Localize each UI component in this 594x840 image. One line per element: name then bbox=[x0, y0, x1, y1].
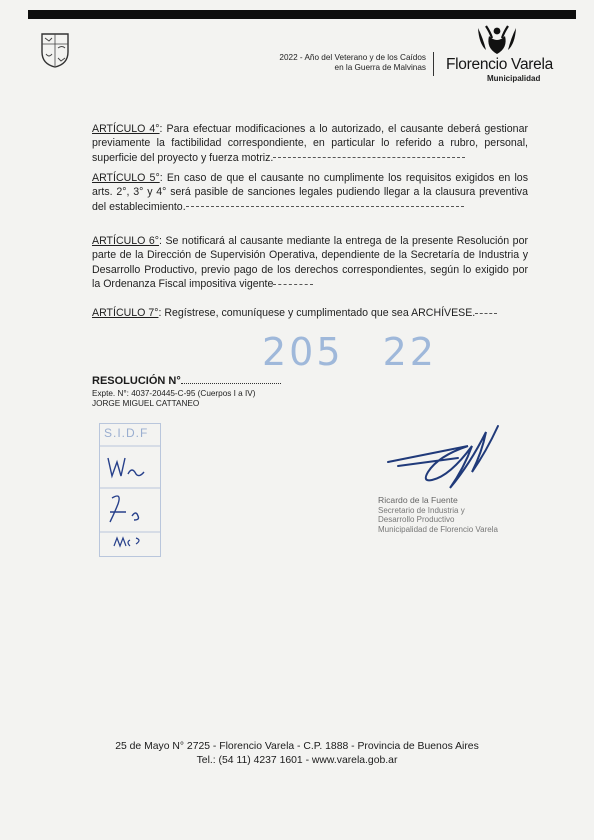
resolution-label-text: RESOLUCIÓN N° bbox=[92, 375, 181, 387]
page-footer bbox=[40, 740, 554, 767]
year-motto-line2: en la Guerra de Malvinas bbox=[334, 63, 426, 72]
article-text: : En caso de que el causante no cumplimente los requisitos exigidos en los arts. 2°, 3° y 4° será pasible de sanciones legales pudiendo llegar a la clausura preventiva del establecimiento. bbox=[92, 172, 528, 213]
case-person-name: JORGE MIGUEL CATTANEO bbox=[92, 399, 200, 408]
resolution-label bbox=[92, 374, 281, 387]
signatory-block bbox=[378, 496, 518, 534]
article-label: ARTÍCULO 5° bbox=[92, 172, 160, 184]
logo-subtitle: Municipalidad bbox=[487, 74, 541, 83]
dash-fill bbox=[273, 157, 465, 158]
dash-fill bbox=[273, 284, 313, 285]
logo-name: Florencio Varela bbox=[446, 56, 553, 73]
footer-address: 25 de Mayo N° 2725 - Florencio Varela - C.P. 1888 - Provincia de Buenos Aires bbox=[115, 741, 479, 752]
article-text: : Para efectuar modificaciones a lo autorizado, el causante deberá gestionar previamente la factibilidad correspondiente, en particular lo referido a rubro, personal, superficie del proyecto y fuerza motriz. bbox=[92, 123, 528, 164]
resolution-number-stamp bbox=[262, 330, 437, 374]
stamp-number-part2: 22 bbox=[382, 330, 437, 374]
article-label: ARTÍCULO 6° bbox=[92, 235, 160, 247]
coat-of-arms-icon bbox=[40, 32, 70, 68]
footer-contact: Tel.: (54 11) 4237 1601 - www.varela.gob.ar bbox=[196, 754, 398, 766]
top-scan-bar bbox=[28, 10, 576, 19]
sidf-stamp bbox=[99, 423, 161, 557]
resolution-dots bbox=[181, 374, 281, 384]
signatory-role-1: Secretario de Industria y bbox=[378, 505, 465, 515]
article-text: : Se notificará al causante mediante la entrega de la presente Resolución por parte de la Dirección de Supervisión Operativa, dependiente de la Secretaría de Industria y Desarrollo Productivo, previo pago de los derechos correspondientes, según lo exigido por la Ordenanza Fiscal impositiva vigente bbox=[92, 235, 528, 290]
municipal-logo-icon bbox=[474, 24, 520, 56]
article-4 bbox=[92, 122, 528, 165]
signatory-org: Municipalidad de Florencio Varela bbox=[378, 524, 498, 534]
signatory-role-2: Desarrollo Productivo bbox=[378, 515, 455, 525]
signature-scribble-icon bbox=[380, 418, 530, 498]
case-reference bbox=[92, 389, 255, 409]
case-file-number: Expte. N°: 4037-20445-C-95 (Cuerpos I a IV) bbox=[92, 389, 256, 398]
sidf-initials-icon bbox=[100, 424, 160, 556]
dash-fill bbox=[475, 313, 497, 314]
sidf-stamp-title: S.I.D.F bbox=[104, 426, 149, 440]
year-motto-line1: 2022 - Año del Veterano y de los Caídos bbox=[279, 53, 426, 62]
article-5 bbox=[92, 171, 528, 214]
article-text: : Regístrese, comuníquese y cumplimentado que sea ARCHÍVESE. bbox=[158, 307, 476, 319]
article-label: ARTÍCULO 4° bbox=[92, 123, 160, 135]
stamp-number-part1: 205 bbox=[262, 330, 344, 374]
signatory-name: Ricardo de la Fuente bbox=[378, 495, 458, 505]
article-6 bbox=[92, 234, 528, 291]
article-label: ARTÍCULO 7° bbox=[92, 307, 159, 319]
year-motto bbox=[226, 53, 426, 73]
article-7 bbox=[92, 306, 528, 320]
header-divider bbox=[433, 52, 434, 76]
dash-fill bbox=[186, 206, 464, 207]
